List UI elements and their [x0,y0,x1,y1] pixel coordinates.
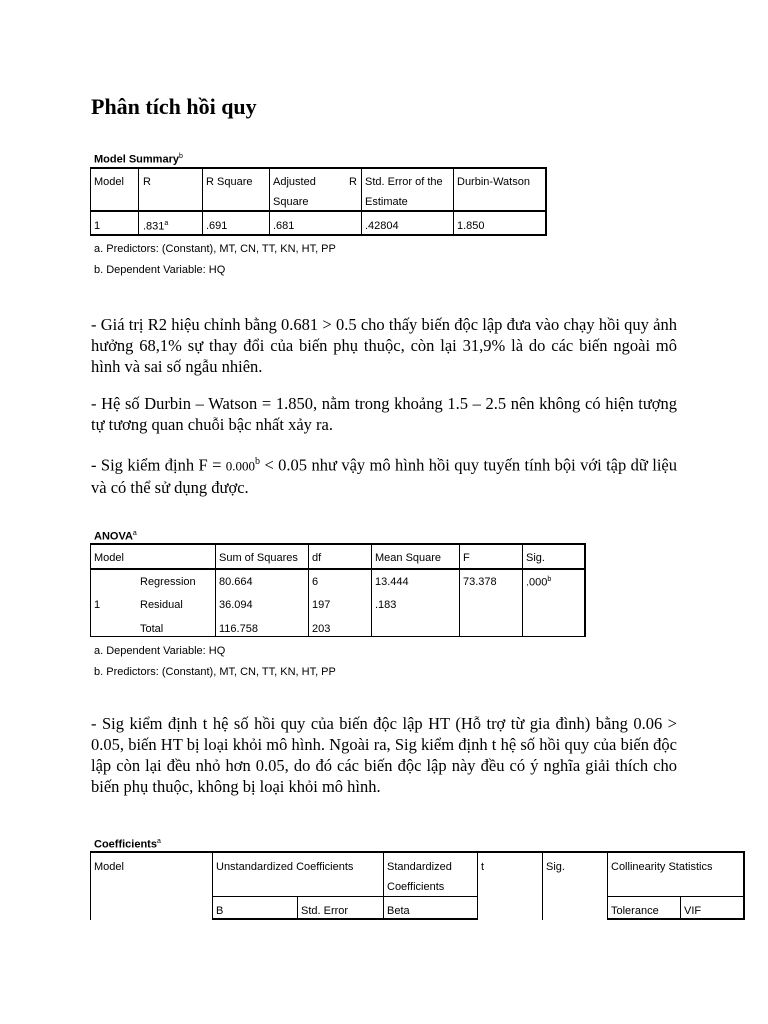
anova-caption-text: ANOVA [94,530,133,543]
coef-header-collinearity: Collinearity Statistics [611,861,713,873]
anova-note-a: a. Dependent Variable: HQ [94,645,226,657]
ms-note-a: a. Predictors: (Constant), MT, CN, TT, KN, HT, PP [94,243,336,255]
ms-cell-model: 1 [94,220,101,232]
anova-row-total-ss: 116.758 [219,623,258,635]
coef-header-b: B [216,905,224,917]
model-summary-caption [94,153,183,166]
anova-row-regression-f: 73.378 [463,576,497,588]
ms-header-std-error: Std. Error of the [365,176,443,188]
para3-part-a: - Sig kiểm định F = [91,455,226,475]
anova-row-regression-name: Regression [140,576,196,588]
paragraph-r2: - Giá trị R2 hiệu chỉnh bằng 0.681 > 0.5 cho thấy biến độc lập đưa vào chạy hồi quy ảnh hưởng 68,1% sự thay đổi của biến phụ thuộc, còn lại 31,9% là do các biến ngoài mô hình và sai số ngẫu nhiên. [91,315,677,376]
ms-cell-durbin-watson: 1.850 [457,220,485,232]
ms-header-adjusted-r: R [349,176,357,188]
ms-header-model: Model [94,176,124,188]
ms-cell-r [143,220,168,233]
anova-note-b: b. Predictors: (Constant), MT, CN, TT, KN, HT, PP [94,666,336,678]
ms-header-estimate: Estimate [365,196,408,208]
anova-row-total-name: Total [140,623,164,635]
ms-header-durbin-watson: Durbin-Watson [457,176,530,188]
anova-row-regression-ss: 80.664 [219,576,253,588]
anova-row-residual-df: 197 [312,599,331,611]
coef-header-sig: Sig. [546,861,565,873]
anova-header-ms: Mean Square [375,552,442,564]
coefficients-caption-sup: a [156,838,161,845]
paragraph-sig-t: - Sig kiểm định t hệ số hồi quy của biến độc lập HT (Hỗ trợ từ gia đình) bằng 0.06 > 0.05, biến HT bị loại khỏi mô hình. Ngoài ra, Sig kiểm định t hệ số hồi quy của biến độc lập còn lại đều nhỏ hơn 0.05, do đó các biến độc lập này đều có ý nghĩa giải thích cho biến phụ thuộc, không bị loại khỏi mô hình. [91,714,677,796]
ms-header-r-square: R Square [206,176,253,188]
anova-header-model: Model [94,552,124,564]
anova-sig-value: .000 [526,576,548,589]
anova-row-residual-name: Residual [140,599,183,611]
coef-header-std-error: Std. Error [301,905,349,917]
paragraph-sig-f [91,451,677,498]
anova-row-regression-ms: 13.444 [375,576,409,588]
coef-header-coefficients: Coefficients [387,881,445,893]
ms-header-r: R [143,176,151,188]
coef-header-tolerance: Tolerance [611,905,659,917]
anova-caption-sup: a [132,530,137,537]
page-title: Phân tích hồi quy [91,94,257,119]
anova-row-regression-df: 6 [312,576,319,588]
ms-cell-r-square: .691 [206,220,228,232]
para3-part-b: 0.000 [225,458,256,474]
coef-header-vif: VIF [684,905,702,917]
anova-row-residual-ss: 36.094 [219,599,253,611]
anova-header-df: df [312,552,322,564]
paragraph-durbin-watson: - Hệ số Durbin – Watson = 1.850, nằm trong khoảng 1.5 – 2.5 nên không có hiện tượng tự tương quan chuỗi bậc nhất xảy ra. [91,394,677,434]
coef-header-t: t [481,861,485,873]
anova-header-sig: Sig. [526,552,545,564]
anova-model-number: 1 [94,599,101,611]
ms-cell-r-value: .831 [143,220,165,233]
anova-header-f: F [463,552,470,564]
anova-row-regression-sig [526,576,551,589]
ms-header-adjusted: Adjusted [273,176,316,188]
model-summary-caption-sup: b [178,153,183,160]
coefficients-caption-text: Coefficients [94,838,157,851]
ms-cell-adjusted: .681 [273,220,295,232]
ms-header-square: Square [273,196,309,208]
anova-row-total-df: 203 [312,623,331,635]
para3-sup: b [255,456,261,467]
anova-sig-sup: b [547,576,552,583]
coef-header-unstandardized: Unstandardized Coefficients [216,861,354,873]
anova-header-ss: Sum of Squares [219,552,298,564]
ms-cell-r-sup: a [164,220,169,227]
coef-header-beta: Beta [387,905,410,917]
anova-row-residual-ms: .183 [375,599,397,611]
anova-caption [94,530,137,543]
coef-header-model: Model [94,861,124,873]
coef-header-standardized: Standardized [387,861,452,873]
coefficients-caption [94,838,161,851]
ms-cell-std-error: .42804 [365,220,399,232]
model-summary-caption-text: Model Summary [94,153,179,166]
para3-part-c: < 0.05 như vậy mô hình hồi quy tuyến tính bội với tập dữ liệu và có thể sử dụng được. [91,455,677,497]
ms-note-b: b. Dependent Variable: HQ [94,264,226,276]
